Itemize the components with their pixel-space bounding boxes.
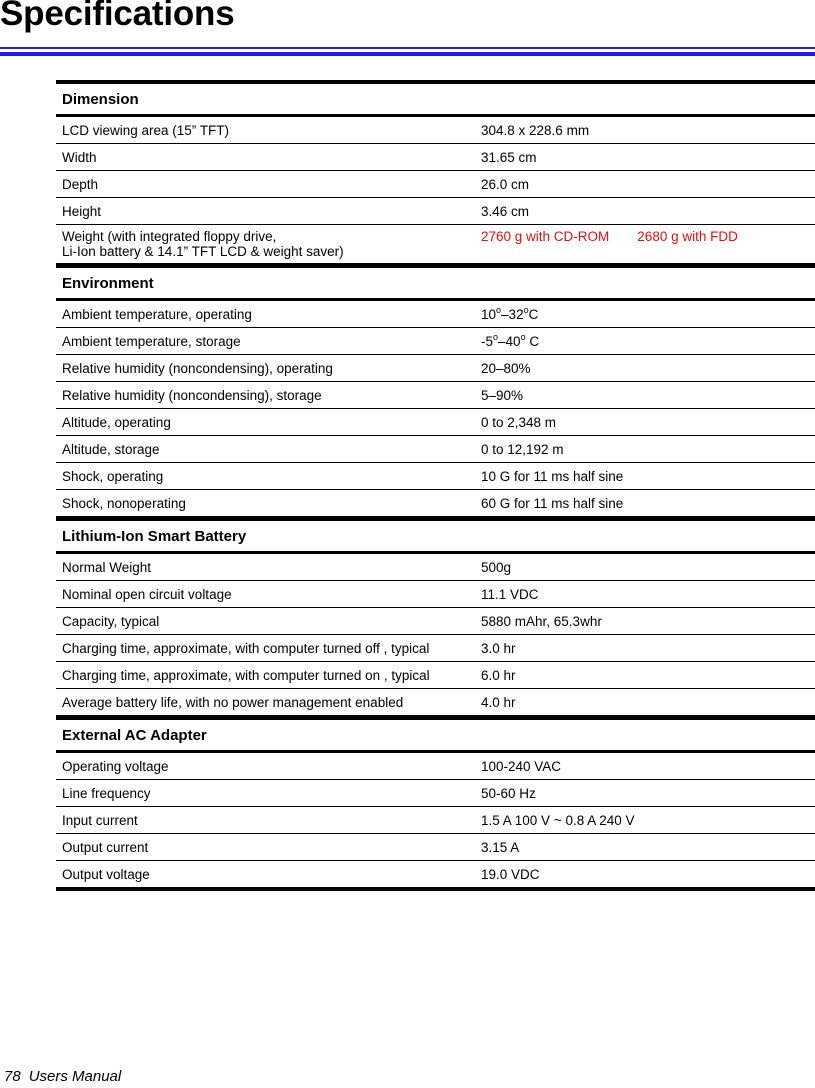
spec-value: 60 G for 11 ms half sine <box>481 496 624 511</box>
section-heading-dimension: Dimension <box>56 80 815 117</box>
temp-unit: C <box>528 307 539 322</box>
spec-value: 0 to 2,348 m <box>481 415 557 430</box>
table-row <box>56 689 815 716</box>
table-row <box>56 171 815 198</box>
spec-value: 3.15 A <box>481 840 520 855</box>
spec-value: 304.8 x 228.6 mm <box>481 123 590 138</box>
spec-value: 6.0 hr <box>481 668 516 683</box>
table-row <box>56 144 815 171</box>
table-row <box>56 608 815 635</box>
table-row <box>56 117 815 144</box>
spec-label: Capacity, typical <box>62 614 160 629</box>
section-heading-environment: Environment <box>56 264 815 301</box>
table-row <box>56 554 815 581</box>
spec-value: 20–80% <box>481 361 531 376</box>
spec-label: Output voltage <box>62 867 150 882</box>
spec-value <box>475 225 815 244</box>
page-footer <box>4 1068 129 1085</box>
table-row <box>56 834 815 861</box>
spec-label: LCD viewing area (15” TFT) <box>62 123 230 138</box>
spec-label: Input current <box>62 813 138 828</box>
temp-unit: C <box>525 334 540 349</box>
spec-label: Relative humidity (noncondensing), operating <box>62 361 333 376</box>
section-heading-adapter: External AC Adapter <box>56 716 815 753</box>
spec-value <box>475 328 815 349</box>
spec-label: Ambient temperature, operating <box>62 307 252 322</box>
spec-label-line: Weight (with integrated floppy drive, <box>62 229 277 244</box>
spec-label: Depth <box>62 177 99 192</box>
spec-value: 100-240 VAC <box>481 759 562 774</box>
spec-value: 4.0 hr <box>481 695 516 710</box>
degree-symbol: o <box>493 332 499 342</box>
spec-value: 5–90% <box>481 388 524 403</box>
spec-value: 31.65 cm <box>481 150 537 165</box>
temp-min: -5 <box>481 334 494 349</box>
spec-label: Charging time, approximate, with computer turned on , typical <box>62 668 430 683</box>
spec-label: Output current <box>62 840 149 855</box>
spec-value: 19.0 VDC <box>481 867 540 882</box>
page-number: 78 <box>4 1068 21 1085</box>
spec-value: 5880 mAhr, 65.3whr <box>481 614 602 629</box>
spec-label: Average battery life, with no power management enabled <box>62 695 404 710</box>
table-row <box>56 301 815 328</box>
specifications-table <box>56 80 815 891</box>
table-row <box>56 409 815 436</box>
spec-value <box>475 301 815 322</box>
spec-value: 10 G for 11 ms half sine <box>481 469 624 484</box>
spec-label: Width <box>62 150 97 165</box>
temp-min: 10 <box>481 307 497 322</box>
degree-symbol: o <box>520 332 526 342</box>
spec-value: 1.5 A 100 V ~ 0.8 A 240 V <box>481 813 635 828</box>
spec-label: Altitude, operating <box>62 415 171 430</box>
spec-value: 3.46 cm <box>481 204 530 219</box>
temp-max: –40 <box>498 334 521 349</box>
spec-label: Relative humidity (noncondensing), storage <box>62 388 322 403</box>
spec-label: Height <box>62 204 102 219</box>
page-title: Specifications <box>0 0 235 33</box>
table-row <box>56 355 815 382</box>
table-row <box>56 198 815 225</box>
weight-cdrom-value: 2760 g with CD-ROM <box>481 229 610 244</box>
spec-label: Shock, nonoperating <box>62 496 186 511</box>
manual-title: Users Manual <box>28 1068 122 1085</box>
table-row <box>56 635 815 662</box>
spec-label: Ambient temperature, storage <box>62 334 241 349</box>
spec-label: Altitude, storage <box>62 442 160 457</box>
table-row <box>56 753 815 780</box>
table-row <box>56 581 815 608</box>
table-row <box>56 861 815 891</box>
spec-label-line: Li-Ion battery & 14.1” TFT LCD & weight saver) <box>62 244 344 259</box>
spec-value: 50-60 Hz <box>481 786 536 801</box>
section-heading-battery: Lithium-Ion Smart Battery <box>56 517 815 554</box>
table-row <box>56 662 815 689</box>
table-row <box>56 328 815 355</box>
table-row <box>56 225 815 264</box>
spec-label: Charging time, approximate, with computer turned off , typical <box>62 641 430 656</box>
table-row <box>56 382 815 409</box>
spec-value: 3.0 hr <box>481 641 516 656</box>
spec-label: Line frequency <box>62 786 151 801</box>
spec-label: Operating voltage <box>62 759 169 774</box>
spec-value: 500g <box>481 560 512 575</box>
spec-label: Normal Weight <box>62 560 152 575</box>
spec-label <box>56 225 475 259</box>
table-row <box>56 490 815 517</box>
spec-value: 11.1 VDC <box>481 587 539 602</box>
title-rule-thin <box>0 47 815 49</box>
spec-label: Shock, operating <box>62 469 164 484</box>
table-row <box>56 780 815 807</box>
table-row <box>56 436 815 463</box>
table-row <box>56 807 815 834</box>
spec-value: 26.0 cm <box>481 177 530 192</box>
spec-label: Nominal open circuit voltage <box>62 587 232 602</box>
degree-symbol: o <box>523 305 529 315</box>
spec-value: 0 to 12,192 m <box>481 442 564 457</box>
table-row <box>56 463 815 490</box>
title-rule-thick <box>0 52 815 56</box>
degree-symbol: o <box>496 305 502 315</box>
temp-max: –32 <box>501 307 524 322</box>
weight-fdd-value: 2680 g with FDD <box>637 229 738 244</box>
